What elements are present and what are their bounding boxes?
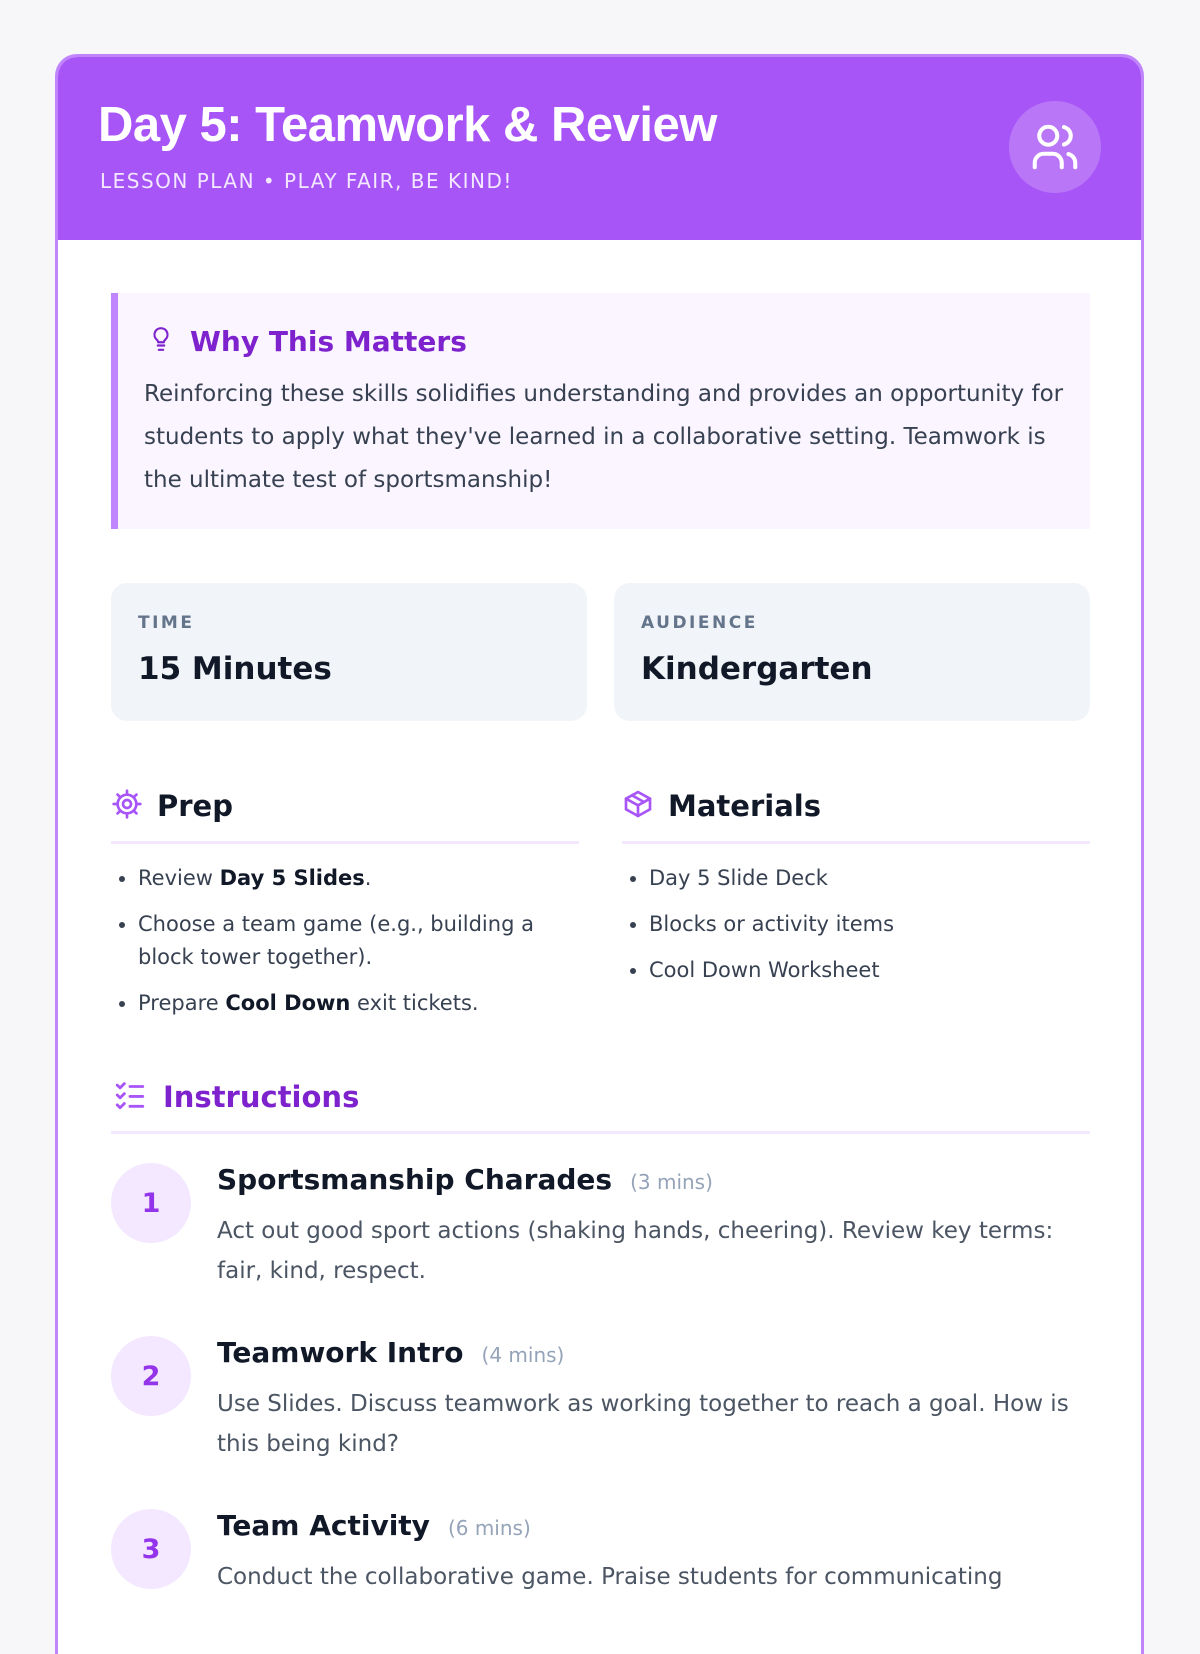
page-title: Day 5: Teamwork & Review [98, 98, 717, 152]
audience-value: Kindergarten [641, 651, 873, 687]
list-item: • Blocks or activity items [649, 908, 1090, 941]
step-text: Use Slides. Discuss teamwork as working together to reach a goal. How is this being kind? [217, 1391, 1069, 1457]
prep-title: Prep [157, 789, 233, 823]
why-text: Reinforcing these skills solidifies understanding and provides an opportunity for students to apply what they've learned in a collaborative setting. Teamwork is the ultimate test of sportsmanship! [144, 381, 1064, 493]
list-item: • Day 5 Slide Deck [649, 862, 1090, 895]
prep-list [111, 862, 579, 1020]
step-number: 2 [111, 1336, 191, 1416]
step-text: Act out good sport actions (shaking hands, cheering). Review key terms: fair, kind, respect. [217, 1218, 1054, 1284]
list-item: • Prepare Cool Down exit tickets. [138, 987, 579, 1020]
step-title: Teamwork Intro [217, 1336, 464, 1369]
checklist-icon [111, 1078, 149, 1116]
gear-icon [111, 788, 143, 824]
instructions-title: Instructions [163, 1080, 360, 1114]
prep-section [111, 779, 579, 1033]
list-item: • Cool Down Worksheet [649, 954, 1090, 987]
list-item: • Review Day 5 Slides. [138, 862, 579, 895]
audience-label: AUDIENCE [641, 613, 758, 633]
lightbulb-icon [148, 323, 174, 359]
time-stat-card [111, 583, 587, 721]
lesson-header [58, 57, 1141, 240]
time-value: 15 Minutes [138, 651, 332, 687]
step-duration: (6 mins) [447, 1516, 531, 1540]
step-duration: (3 mins) [630, 1170, 713, 1194]
step-duration: (4 mins) [481, 1343, 565, 1367]
materials-title: Materials [668, 789, 821, 823]
users-icon [1009, 101, 1101, 193]
page-subtitle: LESSON PLAN • PLAY FAIR, BE KIND! [100, 169, 513, 193]
step-title: Team Activity [217, 1509, 430, 1542]
materials-section [622, 779, 1090, 1000]
instructions-header [111, 1069, 1090, 1134]
lesson-card [55, 54, 1144, 1654]
step-text: Conduct the collaborative game. Praise students for communicating [217, 1564, 1003, 1590]
why-this-matters-callout [111, 293, 1090, 529]
list-item: • Choose a team game (e.g., building a block tower together). [138, 908, 579, 974]
time-label: TIME [138, 613, 195, 633]
step-title: Sportsmanship Charades [217, 1163, 613, 1196]
package-icon [622, 788, 654, 824]
materials-list [622, 862, 1090, 987]
why-title: Why This Matters [190, 324, 467, 358]
step-number: 3 [111, 1509, 191, 1589]
step-number: 1 [111, 1163, 191, 1243]
audience-stat-card [614, 583, 1090, 721]
